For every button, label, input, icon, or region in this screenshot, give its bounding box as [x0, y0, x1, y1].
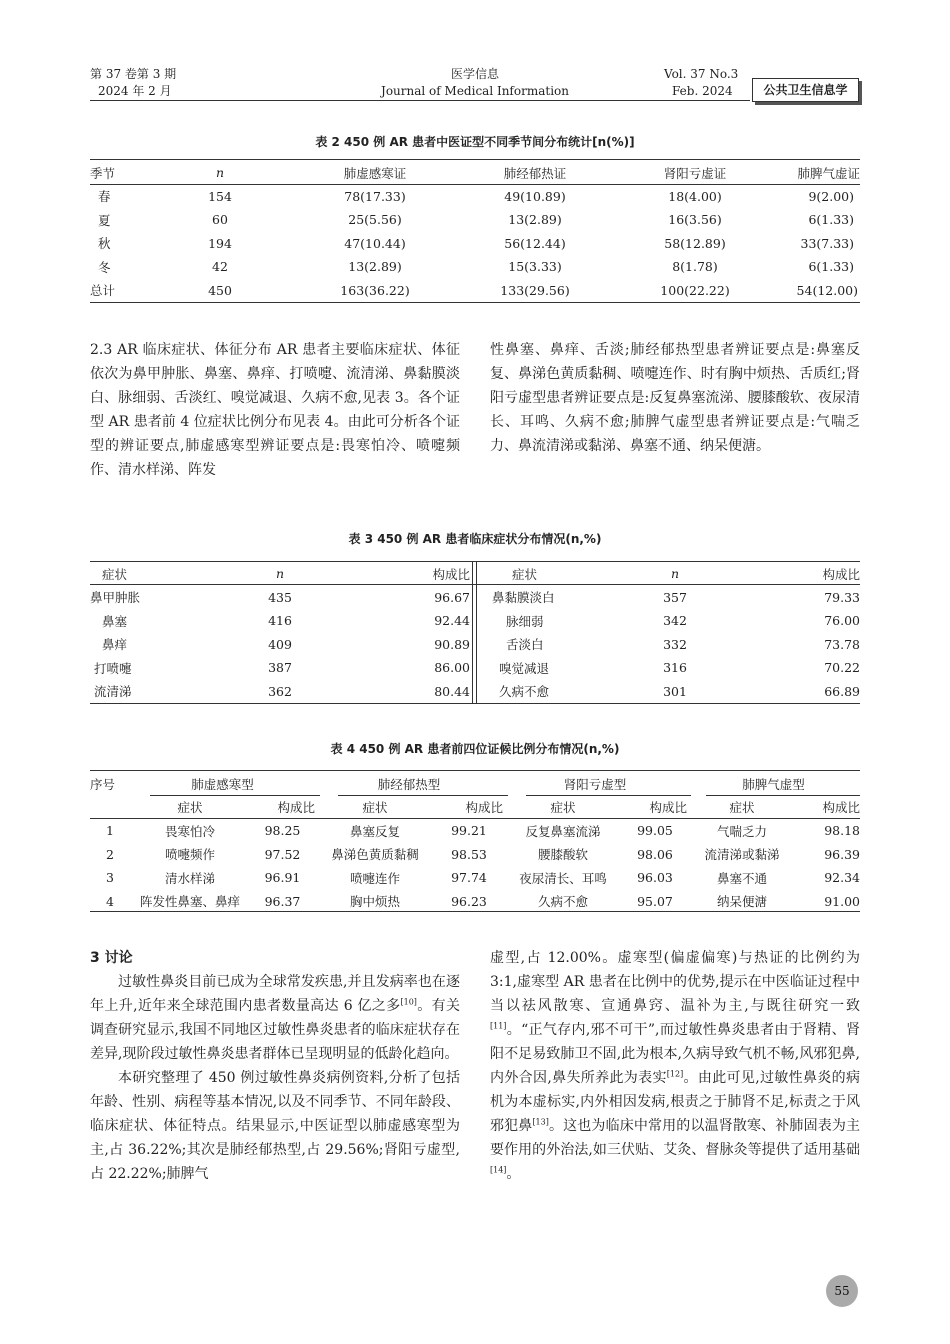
table2-cell: 42	[212, 259, 228, 275]
table2-header-cell: 肺经郁热证	[503, 165, 567, 181]
table4-cell: 96.39	[824, 846, 860, 862]
table2-header-cell: 肺脾气虚证	[797, 165, 860, 181]
table3-header-cell: 症状	[102, 566, 128, 582]
table2-cell: 13(2.89)	[508, 212, 562, 228]
table4-group-row	[90, 772, 860, 796]
citation-ref: [10]	[400, 997, 417, 1007]
table3-row	[90, 609, 470, 633]
table3-cell: 舌淡白	[506, 637, 544, 653]
table2-cell: 58(12.89)	[664, 235, 726, 251]
table4-top-rule	[90, 770, 860, 771]
table4-cell: 气喘乏力	[716, 823, 767, 839]
table4-header-cell: 序号	[90, 776, 116, 792]
table2-cell: 8(1.78)	[672, 259, 718, 275]
table2	[90, 161, 860, 302]
table4-cell: 清水样涕	[164, 870, 215, 886]
discussion-paragraph-2: 本研究整理了 450 例过敏性鼻炎病例资料,分析了包括年龄、性别、病程等基本情况,以及不同季节、不同年龄段、临床症状、体征特点。结果显示,中医证型以肺虚感寒型为主,占 36.22%;其次是肺经郁热型,占 29.56%;肾阳亏虚型,占 22.22%;肺脾气	[90, 1070, 460, 1182]
discussion-paragraph-2-continued	[490, 946, 860, 1186]
table3-cell: 316	[663, 660, 687, 676]
table4-cell: 喷嚏频作	[164, 847, 215, 863]
table4-row	[90, 890, 860, 914]
table2-cell: 9(2.00)	[808, 188, 854, 204]
table4-cell: 96.91	[264, 870, 301, 886]
table4-cell: 流清涕或黏涕	[704, 847, 780, 863]
table4	[90, 772, 860, 913]
section-2-3-text: 2.3 AR 临床症状、体征分布 AR 患者主要临床症状、体征依次为鼻甲肿胀、鼻塞、鼻痒、打喷嚏、流清涕、鼻黏膜淡白、脉细弱、舌淡红、嗅觉减退、久病不愈,见表 3。各个证型 AR 患者前 4 位症状比例分布见表 4。由此可分析各个证型的辨证要点,肺虚感寒型辨证要点是:畏寒怕冷、喷嚏频作、清水样涕、阵发	[90, 342, 460, 478]
discussion-title: 3 讨论	[90, 950, 133, 966]
header-volume-cn: 第 37 卷第 3 期	[90, 67, 177, 81]
table4-cell: 96.23	[451, 893, 487, 909]
table3-cell: 80.44	[434, 683, 470, 699]
table3-row	[480, 633, 860, 657]
table3-cell: 鼻塞	[102, 613, 128, 629]
header-journal-en: Journal of Medical Information	[381, 84, 569, 98]
table2-cell: 450	[208, 282, 232, 298]
page-number: 55	[826, 1275, 858, 1307]
table4-cell: 92.34	[824, 870, 860, 886]
table2-cell: 194	[208, 235, 232, 251]
table3-row	[480, 656, 860, 680]
table2-cell: 秋	[98, 236, 111, 252]
header-rule	[90, 100, 750, 101]
table4-cell: 反复鼻塞流涕	[525, 823, 601, 839]
table2-cell: 25(5.56)	[348, 212, 402, 228]
table3-cell: 鼻黏膜淡白	[492, 590, 555, 606]
table3-cell: 416	[268, 613, 292, 629]
table4-cell: 1	[106, 823, 114, 839]
table3-header-row	[90, 562, 470, 586]
table4-subheader-cell: 症状	[729, 800, 755, 816]
header-date-cn: 2024 年 2 月	[98, 84, 172, 98]
table4-cell: 胸中烦热	[349, 894, 400, 910]
table3-header-cell: 构成比	[432, 566, 470, 582]
table2-cell: 总计	[90, 283, 116, 299]
header-journal-cn: 医学信息	[450, 67, 499, 81]
discussion-text: 。	[506, 1166, 521, 1182]
table2-header-row	[90, 161, 860, 185]
table4-cell: 96.37	[264, 893, 301, 909]
citation-ref: [14]	[490, 1165, 507, 1175]
table3-cell: 79.33	[824, 589, 860, 605]
table2-cell: 6(1.33)	[808, 259, 854, 275]
discussion-text: 。由此可见,过敏性鼻炎的病机为本虚标实,内外相因发病,根责之于肺肾不足,标责之于风邪犯鼻	[490, 1070, 861, 1134]
table4-cell: 99.21	[451, 823, 487, 839]
discussion-text: 虚型,占 12.00%。虚寒型(偏虚偏寒)与热证的比例约为 3:1,虚寒型 AR 患者在比例中的优势,提示在中医临证过程中当以祛风散寒、宣通鼻窍、温补为主,与既往研究一致	[490, 950, 860, 1014]
table3-cell: 打喷嚏	[94, 660, 132, 676]
table2-header-cell: n	[215, 165, 225, 181]
table4-subheader-row	[90, 796, 860, 820]
table2-cell: 冬	[98, 259, 111, 275]
citation-ref: [13]	[532, 1117, 549, 1127]
table4-group-cell: 肺经郁热型	[377, 776, 441, 792]
table2-cell: 56(12.44)	[504, 235, 566, 251]
table4-cell: 畏寒怕冷	[164, 823, 215, 839]
table3-row	[480, 586, 860, 610]
table2-cell: 16(3.56)	[668, 212, 722, 228]
table3-cell: 流清涕	[94, 684, 132, 700]
citation-ref: [12]	[666, 1069, 684, 1079]
table4-cell: 98.53	[451, 846, 487, 862]
table3-header-cell: 构成比	[822, 566, 860, 582]
table4-cell: 夜尿清长、耳鸣	[519, 870, 607, 886]
table2-cell: 54(12.00)	[796, 282, 858, 298]
table4-group-cell: 肺脾气虚型	[742, 776, 805, 792]
table4-cell: 纳呆便溏	[716, 894, 767, 910]
table2-cell: 6(1.33)	[808, 212, 854, 228]
discussion-paragraph-1	[90, 970, 460, 1066]
table2-row	[90, 255, 860, 279]
table2-cell: 163(36.22)	[340, 282, 410, 298]
discussion-text: 。“正气存内,邪不可干”,而过敏性鼻炎患者由于肾精、肾阳不足易致肺卫不固,此为根本,久病导致气机不畅,风邪犯鼻,内外合因,鼻失所养此为表实	[490, 1022, 860, 1086]
table4-subheader-cell: 构成比	[649, 800, 687, 816]
table3-right	[480, 562, 860, 703]
table3-cell: 90.89	[434, 636, 470, 652]
table3-cell: 92.44	[434, 613, 470, 629]
table4-cell: 97.52	[264, 846, 301, 862]
table3-cell: 362	[268, 683, 292, 699]
table4-row	[90, 866, 860, 890]
table2-header-cell: 肺虚感寒证	[343, 165, 407, 181]
table4-subheader-cell: 构成比	[822, 800, 860, 816]
table3-cell: 70.22	[824, 660, 860, 676]
table4-cell: 3	[106, 870, 114, 886]
table4-group-cell: 肺虚感寒型	[191, 776, 254, 792]
table3-cell: 357	[663, 589, 687, 605]
table3-cell: 76.00	[824, 613, 860, 629]
table4-caption: 表 4 450 例 AR 患者前四位证候比例分布情况(n,%)	[330, 742, 620, 756]
table4-subheader-cell: 构成比	[277, 800, 315, 816]
table3-row	[480, 609, 860, 633]
table3-row	[90, 586, 470, 610]
discussion-p1-tail: 。有关调查研究显示,我国不同地区过敏性鼻炎患者的临床症状存在差异,现阶段过敏性鼻炎患者群体已呈现明显的低龄化趋向。	[90, 998, 460, 1062]
table4-cell: 久病不愈	[537, 894, 588, 910]
discussion-text: 。这也为临床中常用的以温肾散寒、补肺固表为主要作用的外治法,如三伏贴、艾灸、督脉灸等提供了适用基础	[490, 1118, 861, 1158]
table4-cell: 98.18	[824, 823, 860, 839]
table3-cell: 387	[268, 660, 292, 676]
table4-cell: 99.05	[637, 823, 673, 839]
section-badge: 公共卫生信息学	[752, 78, 859, 102]
table3-row	[90, 680, 470, 704]
table4-subheader-cell: 构成比	[465, 800, 503, 816]
table2-row	[90, 232, 860, 256]
table3-divider	[472, 561, 477, 703]
table3-cell: 66.89	[824, 683, 860, 699]
table3-cell: 332	[663, 636, 687, 652]
table2-bottom-rule	[90, 302, 860, 303]
table2-cell: 13(2.89)	[348, 259, 402, 275]
table2-row	[90, 185, 860, 209]
table4-row	[90, 843, 860, 867]
section-2-3-col1	[90, 338, 460, 482]
table3-cell: 96.67	[434, 589, 470, 605]
section-2-3-col2	[490, 338, 860, 458]
discussion-col1	[90, 946, 460, 1186]
table2-caption: 表 2 450 例 AR 患者中医证型不同季节间分布统计[n(%)]	[315, 135, 635, 149]
table4-cell: 腰膝酸软	[537, 847, 588, 863]
discussion-p1-text: 过敏性鼻炎目前已成为全球常发疾患,并且发病率也在逐年上升,近年来全球范围内患者数量高达 6 亿之多	[90, 974, 460, 1014]
table4-cell: 95.07	[637, 893, 673, 909]
table3-header-cell: 症状	[512, 566, 538, 582]
table2-header-cell: 季节	[90, 165, 116, 181]
table2-header-cell: 肾阳亏虚证	[663, 165, 727, 181]
table2-row	[90, 208, 860, 232]
table3-cell: 鼻痒	[102, 637, 128, 653]
table3-row	[90, 633, 470, 657]
table4-cell: 鼻塞不通	[716, 870, 767, 886]
header-date-en: Feb. 2024	[672, 84, 733, 98]
table2-cell: 154	[208, 188, 232, 204]
table4-cell: 98.06	[637, 846, 673, 862]
table2-cell: 春	[98, 189, 111, 205]
table3-cell: 脉细弱	[506, 613, 544, 629]
table4-cell: 鼻涕色黄质黏稠	[331, 847, 419, 863]
citation-ref: [11]	[490, 1021, 507, 1031]
table3-cell: 435	[268, 589, 292, 605]
table4-cell: 4	[106, 893, 114, 909]
table4-cell: 97.74	[451, 870, 487, 886]
table2-top-rule	[90, 159, 860, 160]
table3-cell: 301	[663, 683, 687, 699]
table4-subheader-cell: 症状	[177, 800, 203, 816]
table2-cell: 49(10.89)	[504, 188, 566, 204]
table4-cell: 2	[106, 846, 114, 862]
table4-cell: 91.00	[824, 893, 860, 909]
table2-cell: 18(4.00)	[668, 188, 722, 204]
table2-cell: 78(17.33)	[344, 188, 406, 204]
table4-subheader-cell: 症状	[362, 800, 388, 816]
table3-cell: 342	[663, 613, 687, 629]
table4-group-cell: 肾阳亏虚型	[563, 776, 627, 792]
table3-header-cell: n	[670, 566, 680, 582]
table4-cell: 阵发性鼻塞、鼻痒	[139, 894, 240, 910]
table4-cell: 96.03	[637, 870, 673, 886]
table3-row	[480, 680, 860, 704]
table3-cell: 86.00	[434, 660, 470, 676]
table3-cell: 嗅觉减退	[499, 660, 550, 676]
table2-row	[90, 279, 860, 303]
table3-bottom-rule	[90, 703, 860, 704]
table4-cell: 喷嚏连作	[349, 870, 400, 886]
section-2-3-text-continued: 性鼻塞、鼻痒、舌淡;肺经郁热型患者辨证要点是:鼻塞反复、鼻涕色黄质黏稠、喷嚏连作、时有胸中烦热、舌质红;肾阳亏虚型患者辨证要点是:反复鼻塞流涕、腰膝酸软、夜尿清长、耳鸣、久病不愈;肺脾气虚型患者辨证要点是:气喘乏力、鼻流清涕或黏涕、鼻塞不通、纳呆便溏。	[490, 342, 860, 454]
table4-row	[90, 819, 860, 843]
table3-header-row	[480, 562, 860, 586]
header-volume-en: Vol. 37 No.3	[664, 67, 739, 81]
table4-subheader-cell: 症状	[550, 800, 576, 816]
table2-cell: 100(22.22)	[660, 282, 730, 298]
table2-cell: 夏	[98, 212, 111, 228]
table3-row	[90, 656, 470, 680]
table2-cell: 33(7.33)	[800, 235, 854, 251]
table2-cell: 60	[212, 212, 228, 228]
table4-cell: 98.25	[264, 823, 301, 839]
discussion-col2	[490, 946, 860, 1186]
table3-cell: 73.78	[824, 636, 860, 652]
table3-cell: 久病不愈	[499, 684, 550, 700]
table3-left	[90, 562, 470, 703]
table3-header-cell: n	[275, 566, 285, 582]
table3-cell: 鼻甲肿胀	[90, 590, 141, 606]
table2-cell: 47(10.44)	[344, 235, 406, 251]
table4-cell: 鼻塞反复	[349, 823, 400, 839]
table2-cell: 133(29.56)	[500, 282, 570, 298]
table3-caption: 表 3 450 例 AR 患者临床症状分布情况(n,%)	[348, 532, 602, 546]
table2-cell: 15(3.33)	[508, 259, 562, 275]
table3-cell: 409	[268, 636, 292, 652]
